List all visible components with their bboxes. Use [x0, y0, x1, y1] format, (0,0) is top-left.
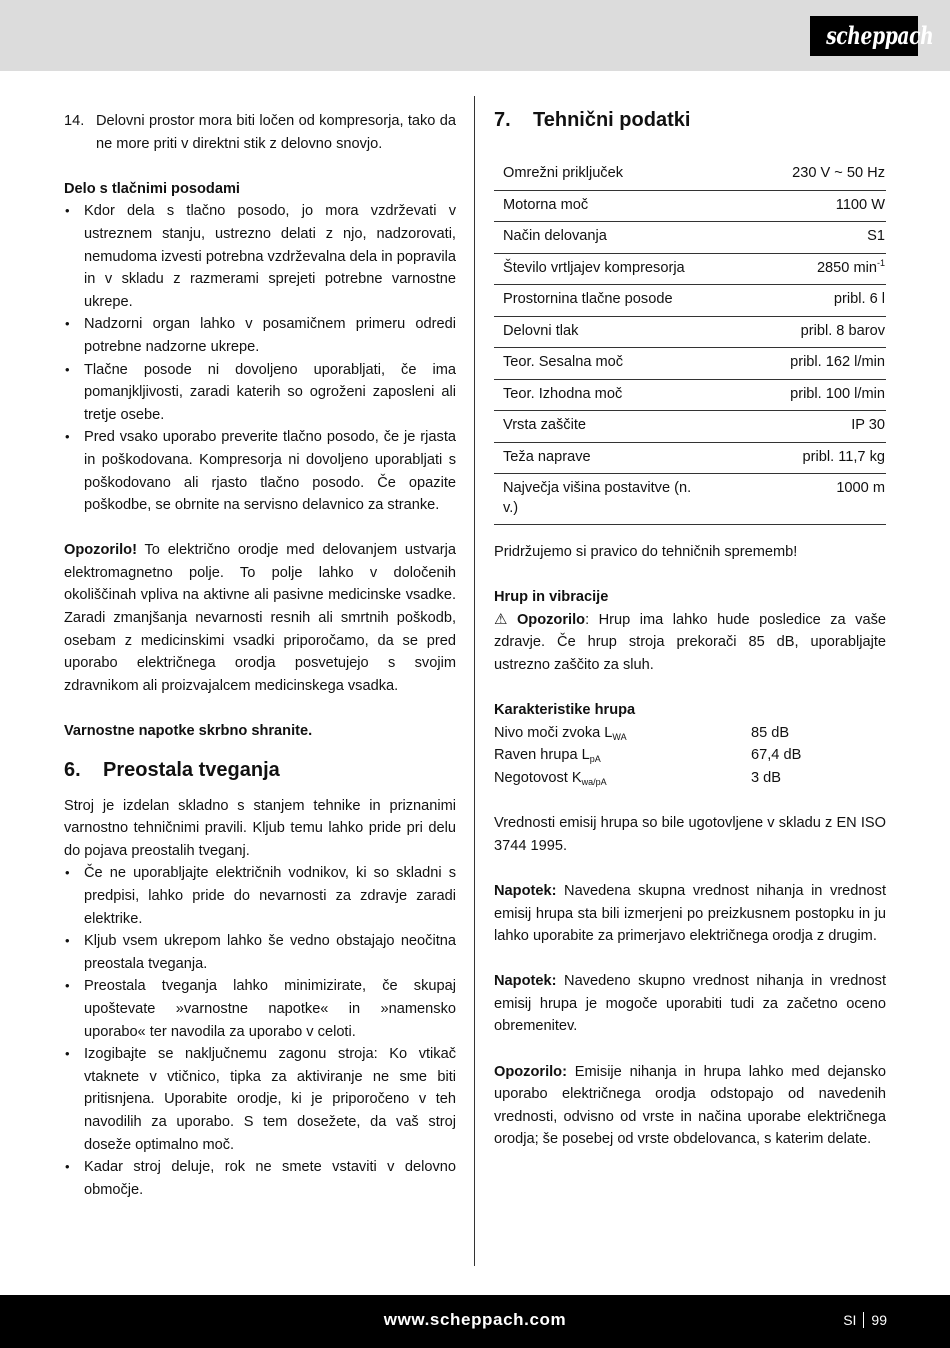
keep-instructions-note: Varnostne napotke skrbno shranite. [64, 723, 313, 740]
spec-value: 2850 $\min^{-1}$ [704, 253, 886, 285]
note-label: Napotek: [494, 973, 557, 990]
spec-value: pribl. 6 l [704, 285, 886, 317]
website-url[interactable]: www.scheppach.com [383, 1310, 567, 1329]
technical-data-table [494, 159, 886, 525]
column-divider [474, 96, 475, 1266]
noise-value: 3 dB [751, 769, 782, 786]
left-column [64, 110, 456, 1201]
list-item: • Pred vsako uporabo preverite tlačno posodo, če je rjasta in poškodovana. Kompresorja ni dovoljeno uporabljati s poškodovano ali rjasto tlačno posodo. Če opazite poškodbe, se obrnite na servisno delavnico za stranke. [64, 426, 456, 516]
item-text: Delovni prostor mora biti ločen od kompresorja, tako da ne more priti v direktni stik z delovno snovjo. [96, 113, 456, 152]
page-number: 99 [871, 1312, 887, 1328]
spec-value: IP 30 [704, 411, 886, 443]
spec-row [494, 411, 886, 443]
spec-row [494, 159, 886, 190]
page-indicator [843, 1309, 887, 1331]
spec-label: Teor. Izhodna moč [494, 379, 704, 411]
warning-text: To električno orodje med delovanjem ustvarja elektromagnetno polje. To polje lahko v določenih okoliščinah vpliva na aktivne ali pasivne medicinske vsadke. Zaradi zmanjšanja nevarnosti resnih ali smrtnih poškodb, osebam z medicinskimi vsadki priporočamo, da se pred uporabo električnega orodja posvetujejo s svojim zdravnikom ali proizvajalcem medicinskega vsadka. [64, 542, 456, 694]
list-item: • Nadzorni organ lahko v posamičnem primeru odredi potrebne nadzorne ukrepe. [64, 313, 456, 358]
list-item: • Kljub vsem ukrepom lahko še vedno obstajajo neočitna preostala tveganja. [64, 930, 456, 975]
header-band [0, 0, 950, 71]
noise-vibration-heading: Hrup in vibracije [494, 589, 609, 606]
residual-risk-list [64, 862, 456, 1201]
emission-standard-text: Vrednosti emisij hrupa so bile ugotovljene v skladu z EN ISO 3744 1995. [494, 815, 886, 854]
spec-row [494, 316, 886, 348]
spec-value: pribl. 8 barov [704, 316, 886, 348]
emf-warning-paragraph [64, 539, 456, 697]
list-item: • Kdor dela s tlačno posodo, jo mora vzdrževati v ustreznem stanju, ustrezno delati z njo, nadzorovati, nemudoma izvesti potrebna vzdrževalna dela in popravila in v skladu z razmerami sprejeti potrebne varnostne ukrepe. [64, 200, 456, 313]
note-text: Navedeno skupno vrednost nihanja in vrednost emisij hrupa je mogoče uporabiti tudi za začetno oceno obremenitev. [494, 973, 886, 1035]
warning-label: Opozorilo! [64, 542, 137, 559]
noise-label: Negotovost $K_{wa/pA}$ [494, 769, 607, 787]
spec-label: Vrsta zaščite [494, 411, 704, 443]
spec-label: Teor. Sesalna moč [494, 348, 704, 380]
spec-row [494, 474, 886, 525]
warning-text: Emisije nihanja in hrupa lahko med dejansko uporabo električnega orodja odstopajo od navedenih vrednosti, odvisno od vrste in načina uporabe električnega orodja; še posebej od vrste obdelovanca, s katerim delate. [494, 1063, 886, 1148]
spec-label: Omrežni priključek [494, 159, 704, 190]
spec-row [494, 348, 886, 380]
spec-value: 230 V ~ 50 Hz [704, 159, 886, 190]
spec-row [494, 190, 886, 222]
pressure-vessel-list [64, 200, 456, 516]
list-item: • Če ne uporabljajte električnih vodnikov, ki so skladni s predpisi, lahko pride do nevarnosti za zdravje zaradi elektrike. [64, 862, 456, 930]
noise-label: Raven hrupa $L_{pA}$ [494, 747, 601, 765]
spec-row [494, 253, 886, 285]
noise-value: 85 dB [751, 724, 790, 741]
note-paragraph-2 [494, 970, 886, 1038]
warning-triangle-icon: ⚠ [494, 610, 508, 628]
spec-value: pribl. 100 l/min [704, 379, 886, 411]
spec-value: pribl. 162 l/min [704, 348, 886, 380]
spec-row [494, 442, 886, 474]
spec-row [494, 222, 886, 254]
noise-characteristics-heading: Karakteristike hrupa [494, 702, 636, 719]
note-text: Navedena skupna vrednost nihanja in vrednost emisij hrupa sta bili izmerjeni po preizkusnem postopku in ju lahko uporabite za primerjavo električnega orodja z drugim. [494, 882, 886, 945]
language-code: SI [843, 1312, 857, 1328]
pressure-vessel-heading: Delo s tlačnimi posodami [64, 180, 240, 197]
spec-label: Največja višina postavitve (n. v.) [494, 474, 704, 525]
noise-row [494, 767, 801, 790]
list-item: • Preostala tveganja lahko minimizirate, če skupaj upoštevate »varnostne napotke« in »namensko uporabo« ter navodila za uporabo v celoti. [64, 975, 456, 1043]
note-label: Napotek: [494, 882, 557, 899]
item-number: 14. [64, 113, 85, 129]
section-6-heading: 6. Preostala tveganja [64, 758, 280, 781]
noise-warning-paragraph [494, 609, 886, 677]
list-item: • Izogibajte se naključnemu zagonu stroja: Ko vtikač vtaknete v vtičnico, tipka za aktiviranje ne sme biti pritisnjena. Uporabite orodje, ki je priporočeno v teh navodilih za uporabo. S tem dosežete, da vaš stroj doseže optimalno moč. [64, 1043, 456, 1156]
noise-row [494, 722, 801, 745]
warning-label: Opozorilo: [494, 1063, 567, 1080]
noise-label: Nivo moči zvoka $L_{WA}$ [494, 724, 627, 742]
scheppach-logo: scheppach [810, 16, 918, 56]
spec-label: Število vrtljajev kompresorja [494, 253, 704, 285]
spec-row [494, 379, 886, 411]
spec-label: Način delovanja [494, 222, 704, 254]
spec-value: S1 [704, 222, 886, 254]
spec-value: 1000 m [704, 474, 886, 525]
changes-reserved-note: Pridržujemo si pravico do tehničnih sprememb! [494, 544, 798, 560]
noise-characteristics-table [494, 722, 801, 790]
list-item: • Kadar stroj deluje, rok ne smete vstaviti v delovno območje. [64, 1156, 456, 1201]
spec-label: Teža naprave [494, 442, 704, 474]
spec-label: Prostornina tlačne posode [494, 285, 704, 317]
numbered-item-14 [64, 110, 456, 155]
residual-risk-intro: Stroj je izdelan skladno s stanjem tehnike in priznanimi varnostno tehničnimi pravili. Kljub temu lahko pride pri delu do pojava preostalih tveganj. [64, 797, 456, 859]
warning-label: Opozorilo [516, 611, 586, 628]
list-item: • Tlačne posode ni dovoljeno uporabljati, če ima pomanjkljivosti, zaradi katerih so ogroženi zaposleni ali tretje osebe. [64, 359, 456, 427]
spec-value: pribl. 11,7 kg [704, 442, 886, 474]
spec-label: Delovni tlak [494, 316, 704, 348]
noise-value: 67,4 dB [751, 747, 802, 764]
spec-label: Motorna moč [494, 190, 704, 222]
spec-row [494, 285, 886, 317]
noise-row [494, 744, 801, 767]
warning-text: : Hrup ima lahko hude posledice za vaše zdravje. Če hrup stroja prekorači 85 dB, uporabljajte ustrezno zaščito za sluh. [494, 611, 886, 673]
note-paragraph-1 [494, 880, 886, 948]
section-7-heading: 7. Tehnični podatki [494, 109, 691, 131]
right-column [494, 110, 886, 1151]
footer-bar [0, 1295, 950, 1348]
spec-value: 1100 W [704, 190, 886, 222]
vibration-warning-paragraph [494, 1061, 886, 1151]
